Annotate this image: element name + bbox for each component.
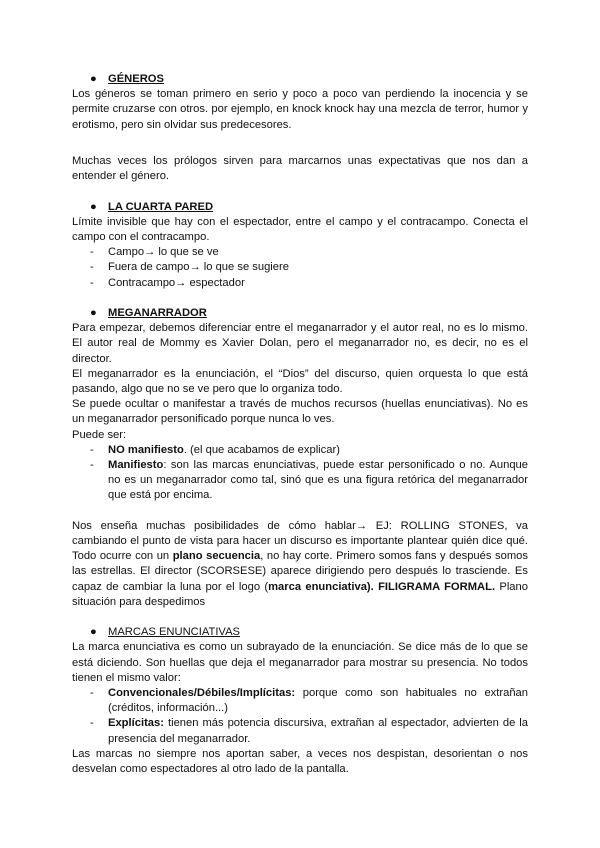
paragraph: Los géneros se toman primero en serio y poco a poco van perdiendo la inocencia y se permite cruzarse con otros. por ejemplo, en knock knock hay una mezcla de terror, humor y erotismo, pero sin olvidar sus predecesores. <box>72 88 528 131</box>
paragraph: Muchas veces los prólogos sirven para marcarnos unas expectativas que nos dan a entender el género. <box>72 155 528 183</box>
paragraph: Puede ser: <box>72 428 127 441</box>
list-item: - Contracampo→ espectador <box>72 276 528 291</box>
section-heading-marcas <box>72 625 528 640</box>
list-item: - Explícitas: tienen más potencia discursiva, extrañan al espectador, advierten de la presencia del meganarrador. <box>90 717 528 745</box>
list-item: - NO manifiesto. (el que acabamos de explicar) <box>72 443 528 458</box>
paragraph: El meganarrador es la enunciación, el “Dios” del discurso, quien orquesta lo que está pasando, algo que no se ve pero que lo organiza todo. <box>72 367 528 396</box>
list-item: - Manifiesto: son las marcas enunciativas, puede estar personificado o no. Aunque no es un meganarrador como tal, sinó que es una figura retórica del meganarrador que está por encima. <box>90 459 528 502</box>
paragraph: Las marcas no siempre nos aportan saber, a veces nos despistan, desorientan o nos desvelan como espectadores al otro lado de la pantalla. <box>72 747 528 776</box>
paragraph: Límite invisible que hay con el espectador, entre el campo y el contracampo. Conecta el campo con el contracampo. <box>72 215 528 243</box>
list-item: - Fuera de campo→ lo que se sugiere <box>72 260 528 275</box>
section-heading-meganarrador <box>72 306 528 321</box>
dash-marker: - <box>90 261 94 274</box>
document-page <box>72 72 528 777</box>
paragraph: Para empezar, debemos diferenciar entre el meganarrador y el autor real, no es lo mismo. El autor real de Mommy es Xavier Dolan, pero el meganarrador no, es decir, no es el director. <box>72 322 528 365</box>
bullet-icon: ● <box>90 626 97 639</box>
dash-marker: - <box>90 459 94 472</box>
dash-marker: - <box>90 443 94 456</box>
dash-marker: - <box>90 246 94 259</box>
dash-list <box>72 245 528 291</box>
section-heading-generos <box>72 72 528 87</box>
bullet-icon: ● <box>90 200 97 213</box>
dash-list <box>72 443 528 504</box>
bullet-icon: ● <box>90 73 97 85</box>
paragraph: Se puede ocultar o manifestar a través de muchos recursos (huellas enunciativas). No es un meganarrador personificado porque nunca lo ves. <box>72 398 528 426</box>
bullet-icon: ● <box>90 307 97 319</box>
heading-title: MEGANARRADOR <box>108 307 207 319</box>
dash-list <box>72 686 528 747</box>
heading-title: MARCAS ENUNCIATIVAS <box>108 626 240 639</box>
section-heading-cuarta-pared <box>72 200 528 215</box>
list-item: - Convencionales/Débiles/Implícitas: porque como son habituales no extrañan (créditos, información...) <box>90 687 528 715</box>
list-item: - Campo→ lo que se ve <box>72 245 528 260</box>
dash-marker: - <box>90 687 94 700</box>
paragraph: Nos enseña muchas posibilidades de cómo hablar→ EJ: ROLLING STONES, va cambiando el punto de vista para hacer un discurso es importante plantear quién dice qué. Todo ocurre con un plano secuencia, no hay corte. Primero somos fans y después somos las estrellas. El director (SCORSESE) aparece dirigiendo pero después lo trasciende. Es capaz de cambiar la luna por el logo (marca enunciativa). FILIGRAMA FORMAL. Plano situación para despedimos <box>72 519 528 608</box>
heading-title: LA CUARTA PARED <box>108 200 214 213</box>
paragraph: La marca enunciativa es como un subrayado de la enunciación. Se dice más de lo que se está diciendo. Son huellas que deja el meganarrador para mostrar su presencia. No todos tienen el mismo valor: <box>72 641 528 684</box>
dash-marker: - <box>90 717 94 730</box>
dash-marker: - <box>90 276 94 289</box>
heading-title: GÉNEROS <box>108 73 164 85</box>
